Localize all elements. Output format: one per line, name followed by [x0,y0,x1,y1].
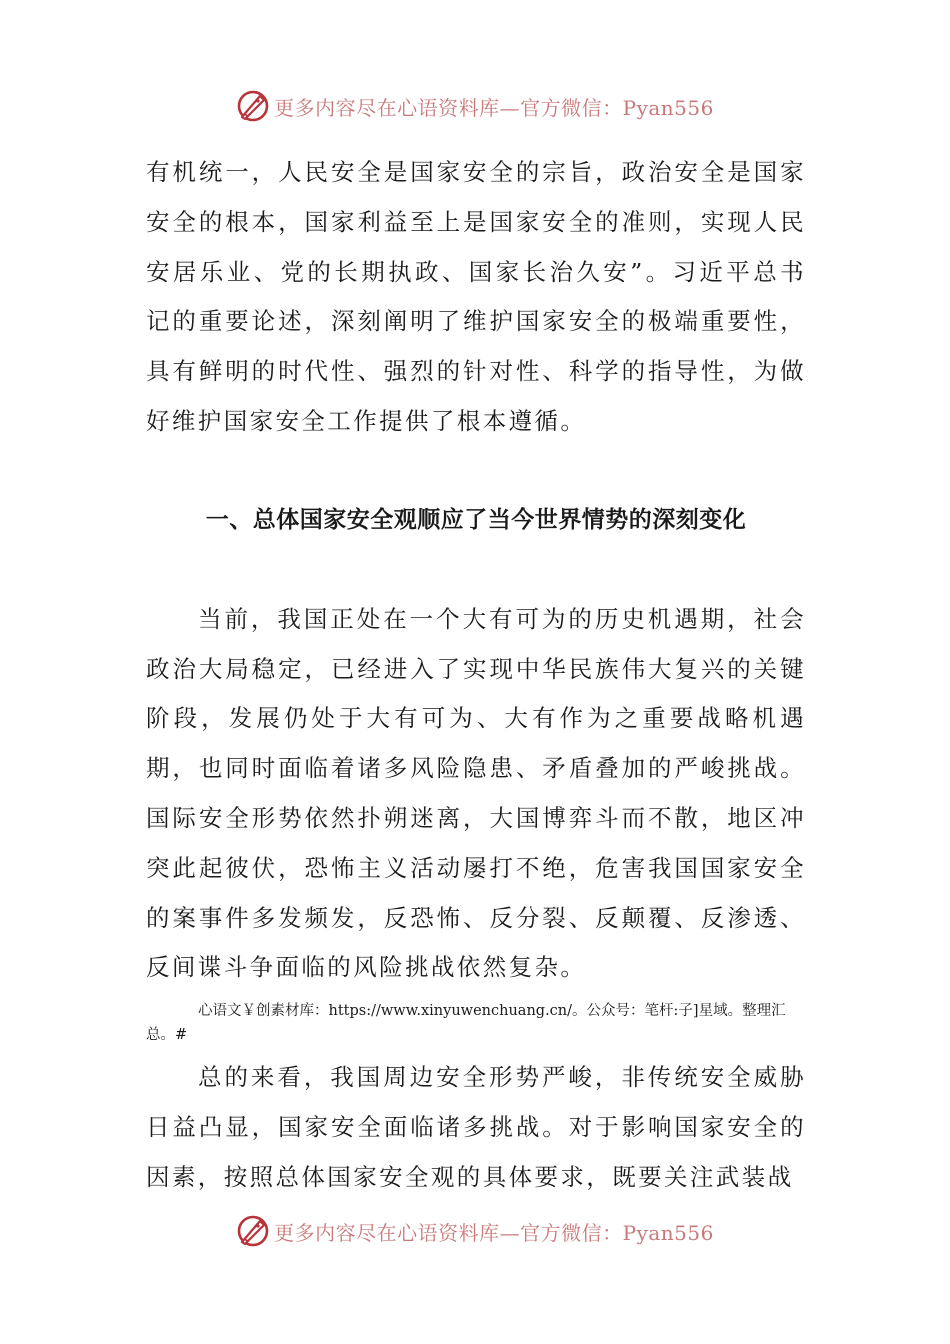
header-banner [0,86,950,126]
section-heading: 一、总体国家安全观顺应了当今世界情势的深刻变化 [205,506,747,533]
paragraph-current-situation: 当前，我国正处在一个大有可为的历史机遇期，社会政治大局稳定，已经进入了实现中华民族伟大复兴的关键阶段，发展仍处于大有可为、大有作为之重要战略机遇期，也同时面临着诸多风险隐患、矛盾叠加的严峻挑战。国际安全形势依然扑朔迷离，大国博弈斗而不散，地区冲突此起彼伏，恐怖主义活动屡打不绝，危害我国国家安全的案事件多发频发，反恐怖、反分裂、反颠覆、反渗透、反间谍斗争面临的风险挑战依然复杂。 [146,604,806,982]
header-banner-text: 更多内容尽在心语资料库—官方微信：Pyan556 [274,95,714,120]
spacer [146,447,806,500]
paragraph-continued: 有机统一，人民安全是国家安全的宗旨，政治安全是国家安全的根本，国家利益至上是国家安全的准则，实现人民安居乐业、党的长期执政、国家长治久安”。习近平总书记的重要论述，深刻阐明了维护国家安全的极端重要性，具有鲜明的时代性、强烈的针对性、科学的指导性，为做好维护国家安全工作提供了根本遵循。 [146,158,806,435]
pen-nib-circle-icon [236,89,270,123]
footer-banner-text: 更多内容尽在心语资料库—官方微信：Pyan556 [274,1220,714,1245]
pen-nib-circle-icon [236,1214,270,1248]
paragraph-overview: 总的来看，我国周边安全形势严峻，非传统安全威胁日益凸显，国家安全面临诸多挑战。对于影响国家安全的因素，按照总体国家安全观的具体要求，既要关注武装战 [146,1063,806,1191]
spacer [146,540,806,595]
document-body [146,148,806,1203]
footer-banner [0,1211,950,1251]
source-note: 心语文￥创素材库：https://www.xinyuwenchuang.cn/。公众号：笔杆:子]星域。整理汇总。# [146,1003,786,1044]
